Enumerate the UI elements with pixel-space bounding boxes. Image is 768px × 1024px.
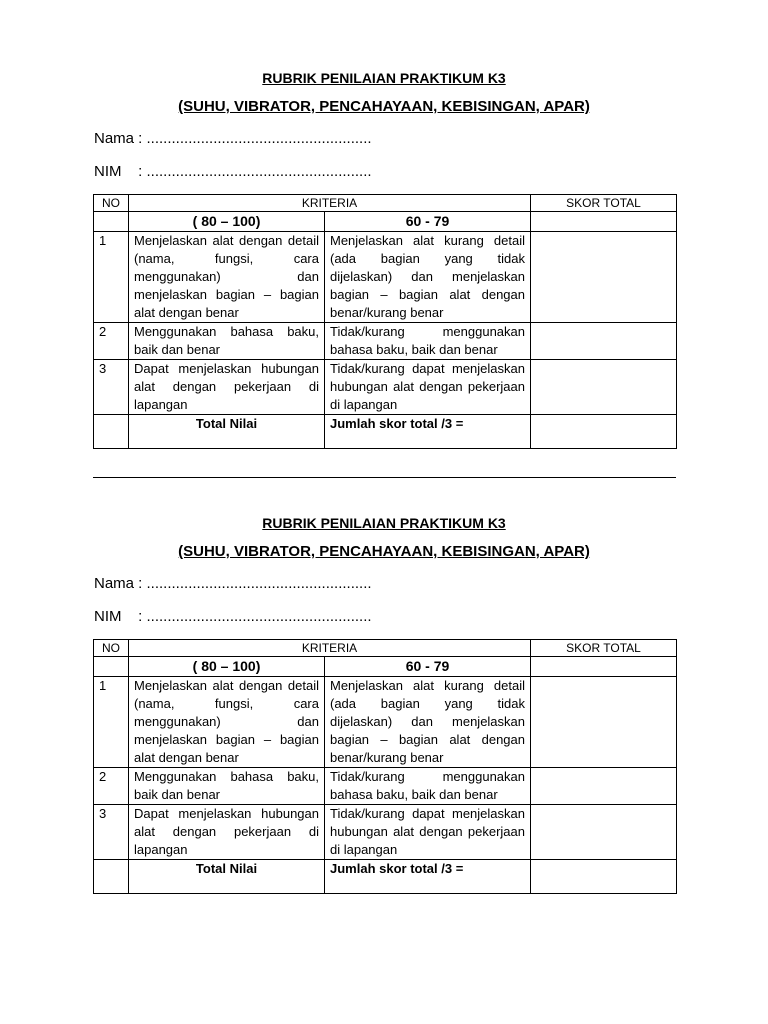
total-label: Total Nilai [129, 860, 325, 894]
total-skor-cell [531, 860, 677, 894]
header-no: NO [94, 195, 129, 212]
row-no: 2 [94, 323, 129, 360]
criteria-high: Menjelaskan alat dengan detail (nama, fungsi, cara menggunakan) dan menjelaskan bagian – bagian alat dengan benar [129, 677, 325, 768]
skor-cell [531, 677, 677, 768]
header-no: NO [94, 640, 129, 657]
header-skor-total: SKOR TOTAL [531, 195, 677, 212]
criteria-mid: Tidak/kurang menggunakan bahasa baku, baik dan benar [325, 768, 531, 805]
section-divider [93, 477, 676, 478]
criteria-high: Dapat menjelaskan hubungan alat dengan pekerjaan di lapangan [129, 360, 325, 415]
criteria-mid: Tidak/kurang dapat menjelaskan hubungan alat dengan pekerjaan di lapangan [325, 360, 531, 415]
criteria-high: Menjelaskan alat dengan detail (nama, fungsi, cara menggunakan) dan menjelaskan bagian – bagian alat dengan benar [129, 232, 325, 323]
rubric-table [93, 639, 677, 894]
criteria-high: Menggunakan bahasa baku, baik dan benar [129, 323, 325, 360]
total-label: Total Nilai [129, 415, 325, 449]
header-kriteria: KRITERIA [129, 640, 531, 657]
criteria-mid: Menjelaskan alat kurang detail (ada bagian yang tidak dijelaskan) dan menjelaskan bagian – bagian alat dengan benar/kurang benar [325, 677, 531, 768]
criteria-mid: Tidak/kurang menggunakan bahasa baku, baik dan benar [325, 323, 531, 360]
header-kriteria: KRITERIA [129, 195, 531, 212]
skor-cell [531, 360, 677, 415]
nim-field: NIM : ...................................................... [94, 608, 372, 625]
row-no: 2 [94, 768, 129, 805]
empty-cell [94, 657, 129, 677]
skor-cell [531, 805, 677, 860]
criteria-mid: Tidak/kurang dapat menjelaskan hubungan alat dengan pekerjaan di lapangan [325, 805, 531, 860]
rubric-title: RUBRIK PENILAIAN PRAKTIKUM K3 [262, 70, 506, 86]
skor-cell [531, 232, 677, 323]
empty-cell [94, 415, 129, 449]
row-no: 3 [94, 805, 129, 860]
range-high: ( 80 – 100) [129, 657, 325, 677]
nama-field: Nama : ...................................................... [94, 575, 372, 592]
empty-cell [94, 860, 129, 894]
criteria-high: Dapat menjelaskan hubungan alat dengan pekerjaan di lapangan [129, 805, 325, 860]
row-no: 1 [94, 677, 129, 768]
skor-cell [531, 323, 677, 360]
skor-cell [531, 212, 677, 232]
rubric-subtitle: (SUHU, VIBRATOR, PENCAHAYAAN, KEBISINGAN, APAR) [178, 543, 590, 560]
criteria-high: Menggunakan bahasa baku, baik dan benar [129, 768, 325, 805]
rubric-table [93, 194, 677, 449]
empty-cell [94, 212, 129, 232]
header-skor-total: SKOR TOTAL [531, 640, 677, 657]
total-formula: Jumlah skor total /3 = [325, 860, 531, 894]
range-high: ( 80 – 100) [129, 212, 325, 232]
criteria-mid: Menjelaskan alat kurang detail (ada bagian yang tidak dijelaskan) dan menjelaskan bagian – bagian alat dengan benar/kurang benar [325, 232, 531, 323]
nama-field: Nama : ...................................................... [94, 130, 372, 147]
rubric-title: RUBRIK PENILAIAN PRAKTIKUM K3 [262, 515, 506, 531]
skor-cell [531, 657, 677, 677]
rubric-subtitle: (SUHU, VIBRATOR, PENCAHAYAAN, KEBISINGAN, APAR) [178, 98, 590, 115]
skor-cell [531, 768, 677, 805]
range-mid: 60 - 79 [325, 212, 531, 232]
total-skor-cell [531, 415, 677, 449]
range-mid: 60 - 79 [325, 657, 531, 677]
row-no: 1 [94, 232, 129, 323]
row-no: 3 [94, 360, 129, 415]
nim-field: NIM : ...................................................... [94, 163, 372, 180]
total-formula: Jumlah skor total /3 = [325, 415, 531, 449]
